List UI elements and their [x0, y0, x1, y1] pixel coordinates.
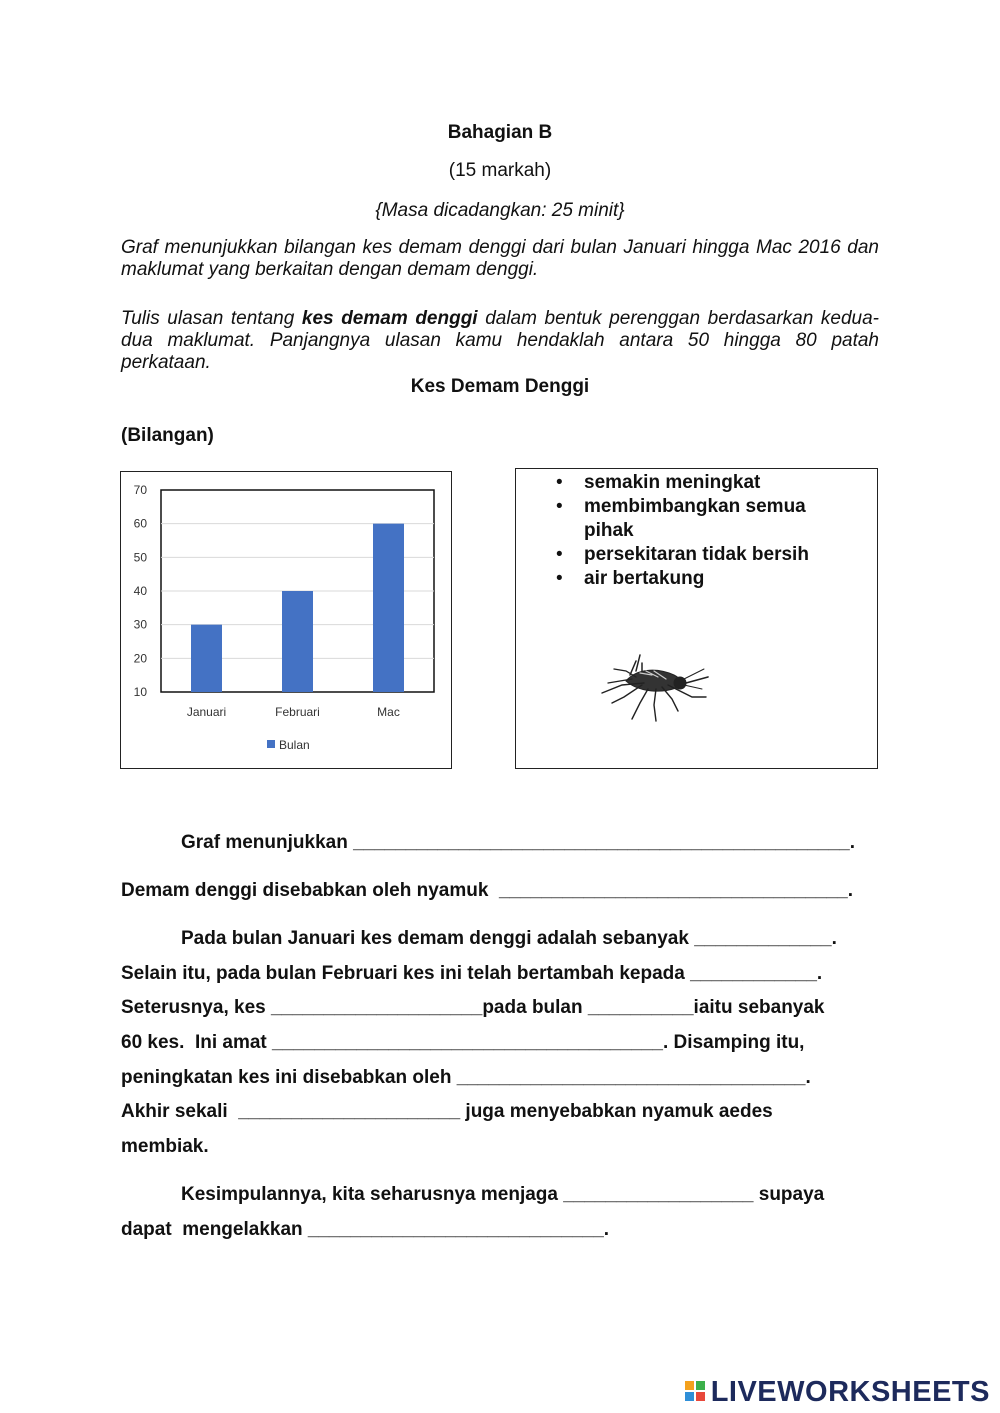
answer-line-5: Seterusnya, kes ____________________pada bulan __________iaitu sebanyak	[121, 997, 825, 1018]
answer-line-4: Selain itu, pada bulan Februari kes ini telah bertambah kepada ____________.	[121, 963, 823, 984]
bullet-icon: •	[556, 568, 563, 589]
answer-line-11: dapat mengelakkan ____________________________.	[121, 1219, 610, 1240]
x-tick-label: Februari	[275, 705, 320, 719]
y-tick-label: 40	[133, 584, 147, 598]
answer-line-9: membiak.	[121, 1136, 209, 1157]
answer-line-8: Akhir sekali _____________________ juga menyebabkan nyamuk aedes	[121, 1101, 773, 1122]
y-tick-label: 50	[133, 550, 147, 565]
y-tick-label: 60	[133, 516, 147, 531]
marks-label: (15 markah)	[448, 160, 552, 181]
bar-februari	[282, 591, 313, 692]
chart-container	[120, 471, 452, 769]
x-tick-label: Mac	[377, 705, 400, 719]
answer-line-7: peningkatan kes ini disebabkan oleh _________________________________.	[121, 1067, 811, 1088]
section-title: Bahagian B	[447, 122, 553, 143]
instruction-text: dalam bentuk perenggan berdasarkan kedua-dua maklumat. Panjangnya ulasan kamu hendaklah antara 50 hingga 80 patah perkataan.	[121, 308, 879, 373]
logo-icon	[685, 1381, 707, 1403]
instruction-paragraph-2	[121, 308, 879, 374]
info-point-text: semakin meningkat	[584, 472, 761, 493]
instruction-paragraph-1: Graf menunjukkan bilangan kes demam denggi dari bulan Januari hingga Mac 2016 dan maklumat yang berkaitan dengan demam denggi.	[121, 237, 879, 280]
bar-januari	[191, 625, 222, 692]
info-point	[554, 567, 854, 591]
answer-line-10: Kesimpulannya, kita seharusnya menjaga __________________ supaya	[181, 1184, 825, 1205]
logo-text: LIVEWORKSHEETS	[710, 1376, 990, 1408]
chart-title: Kes Demam Denggi	[410, 376, 590, 397]
instruction-text: Tulis ulasan tentang	[121, 308, 302, 329]
info-point-text: air bertakung	[584, 568, 705, 589]
x-tick-label: Januari	[186, 705, 227, 719]
bullet-icon: •	[556, 496, 563, 517]
liveworksheets-logo	[685, 1376, 990, 1412]
y-tick-label: 20	[133, 651, 147, 666]
y-axis-caption: (Bilangan)	[121, 425, 214, 446]
info-point-text: persekitaran tidak bersih	[584, 544, 809, 565]
time-note: {Masa dicadangkan: 25 minit}	[375, 200, 625, 221]
instruction-keyword: kes demam denggi	[301, 308, 478, 329]
info-point-text: membimbangkan semua pihak	[584, 496, 806, 541]
info-list	[554, 471, 854, 591]
answer-line-3: Pada bulan Januari kes demam denggi adalah sebanyak _____________.	[181, 928, 837, 949]
y-tick-label: 10	[133, 685, 147, 699]
bar-mac	[373, 524, 404, 692]
info-box	[515, 468, 878, 769]
answer-line-1: Graf menunjukkan _______________________________________________.	[181, 832, 856, 853]
bar-chart	[121, 472, 451, 768]
info-point	[554, 543, 854, 567]
answer-line-2: Demam denggi disebabkan oleh nyamuk _________________________________.	[121, 880, 853, 901]
info-point	[554, 495, 854, 543]
y-tick-label: 30	[133, 617, 147, 632]
bullet-icon: •	[556, 544, 563, 565]
y-tick-label: 70	[133, 483, 147, 497]
legend-swatch	[267, 740, 275, 748]
info-point	[554, 471, 854, 495]
bullet-icon: •	[556, 472, 563, 493]
legend-label: Bulan	[279, 738, 310, 752]
mosquito-icon	[596, 641, 714, 723]
answer-line-6: 60 kes. Ini amat _____________________________________. Disamping itu,	[121, 1032, 805, 1053]
